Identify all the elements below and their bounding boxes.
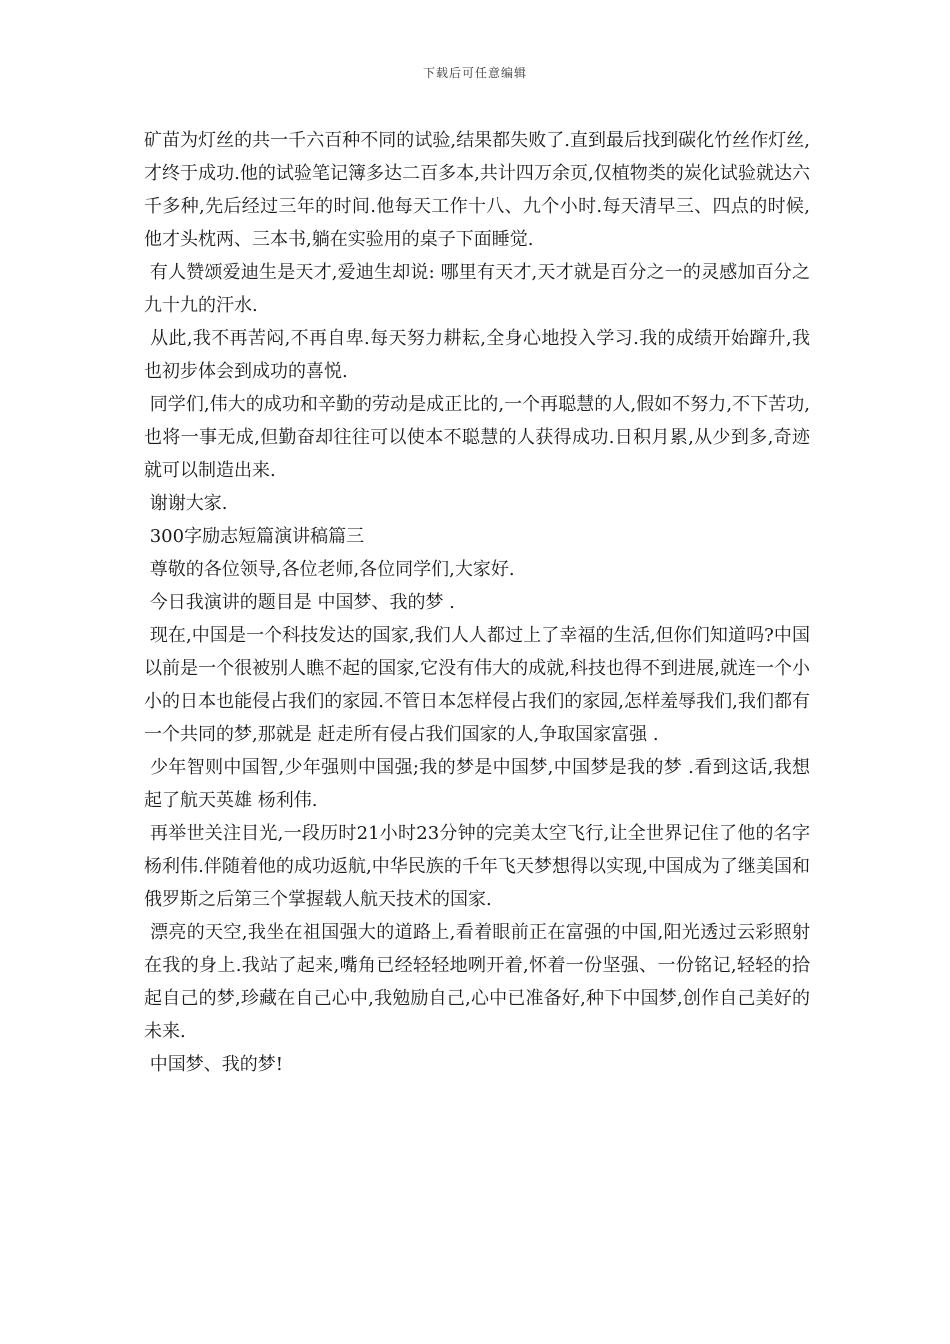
paragraph: 矿苗为灯丝的共一千六百种不同的试验,结果都失败了.直到最后找到碳化竹丝作灯丝,才终于成功.他的试验笔记簿多达二百多本,共计四万余页,仅植物类的炭化试验就达六千多种,先后经过三年的时间.他每天工作十八、九个小时.每天清早三、四点的时候,他才头枕两、三本书,躺在实验用的桌子下面睡觉.: [144, 130, 810, 250]
section-title: 300字励志短篇演讲稿篇三: [144, 526, 365, 547]
paragraph: 中国梦、我的梦!: [144, 1054, 283, 1075]
page-header: 下载后可任意编辑: [422, 66, 527, 80]
paragraph: 尊敬的各位领导,各位老师,各位同学们,大家好.: [144, 559, 515, 580]
paragraph: 漂亮的天空,我坐在祖国强大的道路上,看着眼前正在富强的中国,阳光透过云彩照射在我的身上.我站了起来,嘴角已经轻轻地咧开着,怀着一份坚强、一份铭记,轻轻的拾起自己的梦,珍藏在自己心中,我勉励自己,心中已准备好,种下中国梦,创作自己美好的未来.: [144, 922, 810, 1042]
paragraph: 同学们,伟大的成功和辛勤的劳动是成正比的,一个再聪慧的人,假如不努力,不下苦功,也将一事无成,但勤奋却往往可以使本不聪慧的人获得成功.日积月累,从少到多,奇迹就可以制造出来.: [144, 394, 810, 481]
paragraph: 现在,中国是一个科技发达的国家,我们人人都过上了幸福的生活,但你们知道吗?中国以前是一个很被别人瞧不起的国家,它没有伟大的成就,科技也得不到进展,就连一个小小的日本也能侵占我们的家园.不管日本怎样侵占我们的家园,怎样羞辱我们,我们都有一个共同的梦,那就是 赶走所有侵占我们国家的人,争取国家富强 .: [144, 625, 810, 745]
paragraph: 今日我演讲的题目是 中国梦、我的梦 .: [144, 592, 455, 613]
document-body: [144, 124, 816, 1081]
paragraph: 谢谢大家.: [144, 493, 228, 514]
paragraph: 从此,我不再苦闷,不再自卑.每天努力耕耘,全身心地投入学习.我的成绩开始蹿升,我也初步体会到成功的喜悦.: [144, 328, 810, 382]
paragraph: 有人赞颂爱迪生是天才,爱迪生却说: 哪里有天才,天才就是百分之一的灵感加百分之九十九的汗水.: [144, 262, 810, 316]
paragraph: 少年智则中国智,少年强则中国强;我的梦是中国梦,中国梦是我的梦 .看到这话,我想起了航天英雄 杨利伟.: [144, 757, 810, 811]
paragraph: 再举世关注目光,一段历时21小时23分钟的完美太空飞行,让全世界记住了他的名字 杨利伟.伴随着他的成功返航,中华民族的千年飞天梦想得以实现,中国成为了继美国和俄罗斯之后第三个掌握载人航天技术的国家.: [144, 823, 816, 910]
